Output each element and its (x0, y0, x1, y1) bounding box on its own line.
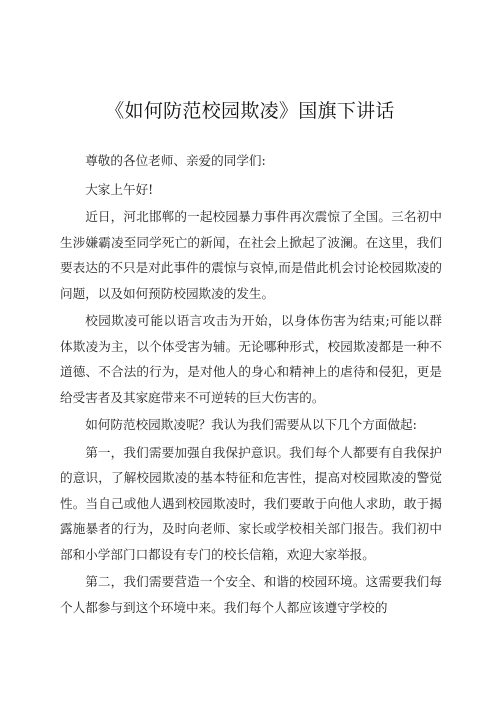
page-title: 《如何防范校园欺凌》国旗下讲话 (105, 100, 395, 122)
body-paragraph: 近日，河北邯郸的一起校园暴力事件再次震惊了全国。三名初中生涉嫌霸凌至同学死亡的新闻，在社会上掀起了波澜。在这里，我们要表达的不只是对此事件的震惊与哀悼,而是借此机会讨论校园欺凌的问题，以及如何预防校园欺凌的发生。 (60, 209, 442, 301)
body-paragraph: 校园欺凌可能以语言攻击为开始，以身体伤害为结束;可能以群体欺凌为主，以个体受害为辅。无论哪种形式，校园欺凌都是一种不道德、不合法的行为，是对他人的身心和精神上的虐待和侵犯，更是给受害者及其家庭带来不可逆转的巨大伤害的。 (60, 313, 442, 405)
greeting-paragraph: 大家上午好! (85, 181, 154, 197)
body-paragraph: 第一，我们需要加强自我保护意识。我们每个人都要有自我保护的意识，了解校园欺凌的基本特征和危害性，提高对校园欺凌的警觉性。当自己或他人遇到校园欺凌时，我们要敢于向他人求助，敢于揭露施暴者的行为，及时向老师、家长或学校相关部门报告。我们初中部和小学部门口都设有专门的校长信箱，欢迎大家举报。 (60, 444, 442, 562)
speech-body (60, 148, 442, 622)
body-paragraph: 第二，我们需要营造一个安全、和谐的校园环境。这需要我们每个人都参与到这个环境中来。我们每个人都应该遵守学校的 (60, 574, 442, 615)
salutation-paragraph: 尊敬的各位老师、亲爱的同学们: (85, 153, 266, 168)
body-paragraph: 如何防范校园欺凌呢？我认为我们需要从以下几个方面做起: (85, 417, 417, 432)
